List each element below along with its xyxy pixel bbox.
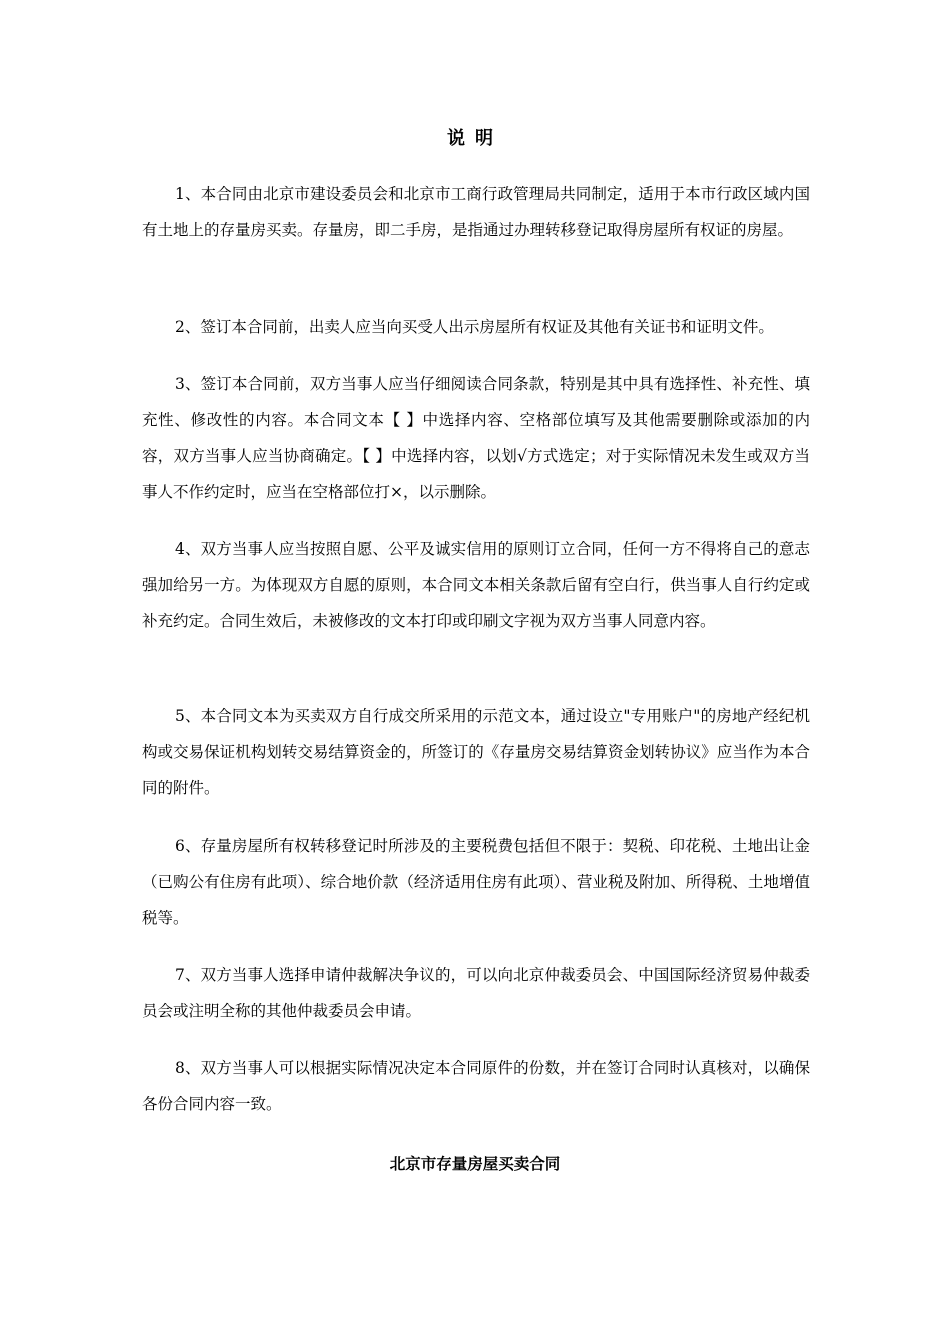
paragraph-6: 6、存量房屋所有权转移登记时所涉及的主要税费包括但不限于：契税、印花税、土地出让金（已购公有住房有此项）、综合地价款（经济适用住房有此项）、营业税及附加、所得税、土地增值税等。 [142, 837, 810, 927]
paragraph-8: 8、双方当事人可以根据实际情况决定本合同原件的份数，并在签订合同时认真核对，以确保各份合同内容一致。 [142, 1059, 810, 1113]
paragraph-4: 4、双方当事人应当按照自愿、公平及诚实信用的原则订立合同，任何一方不得将自己的意志强加给另一方。为体现双方自愿的原则，本合同文本相关条款后留有空白行，供当事人自行约定或补充约定。合同生效后，未被修改的文本打印或印刷文字视为双方当事人同意内容。 [142, 540, 810, 630]
paragraph-3: 3、签订本合同前，双方当事人应当仔细阅读合同条款，特别是其中具有选择性、补充性、填充性、修改性的内容。本合同文本【 】中选择内容、空格部位填写及其他需要删除或添加的内容，双方当事人应当协商确定。【 】中选择内容，以划√方式选定；对于实际情况未发生或双方当事人不作约定时，应当在空格部位打×，以示删除。 [142, 375, 810, 501]
contract-title: 北京市存量房屋买卖合同 [389, 1155, 561, 1173]
paragraph-7: 7、双方当事人选择申请仲裁解决争议的，可以向北京仲裁委员会、中国国际经济贸易仲裁委员会或注明全称的其他仲裁委员会申请。 [142, 966, 810, 1020]
paragraph-2: 2、签订本合同前，出卖人应当向买受人出示房屋所有权证及其他有关证书和证明文件。 [175, 318, 774, 336]
paragraph-1: 1、本合同由北京市建设委员会和北京市工商行政管理局共同制定，适用于本市行政区域内国有土地上的存量房买卖。存量房，即二手房，是指通过办理转移登记取得房屋所有权证的房屋。 [142, 185, 810, 239]
page-title: 说明 [447, 128, 503, 149]
paragraph-5: 5、本合同文本为买卖双方自行成交所采用的示范文本，通过设立"专用账户"的房地产经纪机构或交易保证机构划转交易结算资金的，所签订的《存量房交易结算资金划转协议》应当作为本合同的附件。 [142, 707, 810, 797]
